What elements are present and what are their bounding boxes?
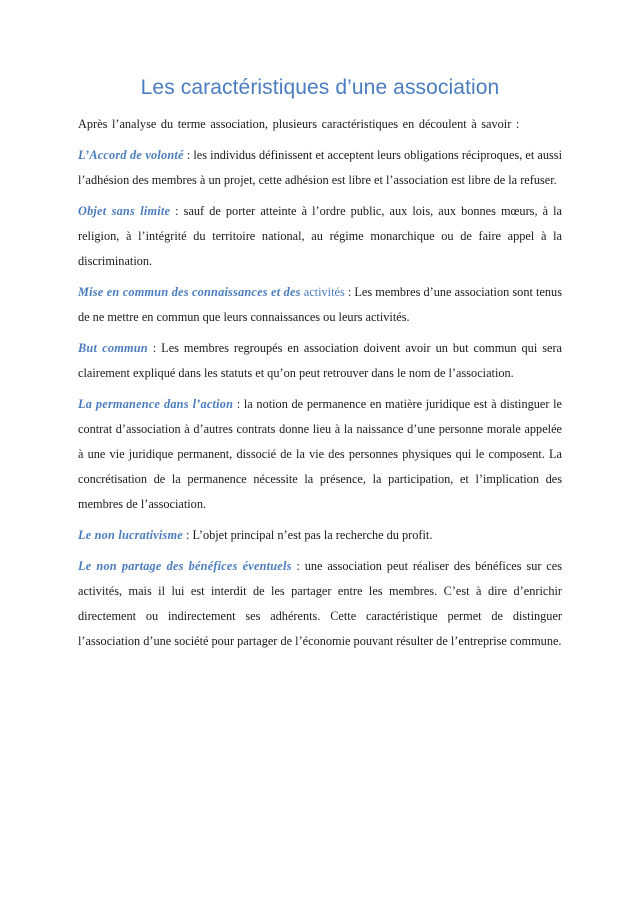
term-label: Le non partage des bénéfices éventuels (78, 559, 292, 573)
intro-paragraph: Après l’analyse du terme association, plusieurs caractéristiques en découlent à savoir : (78, 117, 520, 131)
paragraph-permanence (78, 392, 562, 517)
paragraph-but-commun (78, 336, 562, 386)
term-label: La permanence dans l’action (78, 397, 234, 411)
paragraph-text: : une association peut réaliser des bénéfices sur ces activités, mais il lui est interdit de les partager entre les membres. C’est à dire d’enrichir directement ou indirectement ses adhérents. Cette caractéristique permet de distinguer l’association d’une société pour partager de l’économie pouvant résulter de l’entreprise commune. (78, 559, 562, 648)
paragraph-text: : les individus définissent et acceptent leurs obligations réciproques, et aussi l’adhésion des membres à un projet, cette adhésion est libre et l’association est libre de la refuser. (78, 148, 562, 187)
paragraph-text: : Les membres regroupés en association doivent avoir un but commun qui sera clairement expliqué dans les statuts et qu’on peut retrouver dans le nom de l’association. (78, 341, 562, 380)
paragraph-text: : sauf de porter atteinte à l’ordre public, aux lois, aux bonnes mœurs, à la religion, à l’intégrité du territoire national, au régime monarchique ou de faire appel à la discrimination. (78, 204, 562, 268)
paragraph-non-partage-benefices (78, 554, 562, 654)
term-label: Objet sans limite (78, 204, 171, 218)
term-label-plain: activités (300, 285, 345, 299)
paragraph-mise-en-commun (78, 280, 562, 330)
term-label: But commun (78, 341, 148, 355)
document-page (78, 76, 562, 660)
paragraph-non-lucrativisme (78, 523, 562, 548)
term-label: Mise en commun des connaissances et des (78, 285, 301, 299)
paragraph-text: : Les membres d’une association sont tenus de ne mettre en commun que leurs connaissances ou leurs activités. (78, 285, 562, 324)
page-title: Les caractéristiques d’une association (140, 76, 500, 99)
paragraph-accord-de-volonte (78, 143, 562, 193)
paragraph-text: : la notion de permanence en matière juridique est à distinguer le contrat d’association à d’autres contrats donne lieu à la naissance d’une personne morale appelée à une vie juridique permanent, dissocié de la vie des personnes physiques qui le composent. La concrétisation de la permanence nécessite la présence, la participation, et l’implication des membres de l’association. (78, 397, 562, 511)
term-label: Le non lucrativisme (78, 528, 183, 542)
paragraph-text: : L’objet principal n’est pas la recherche du profit. (182, 528, 433, 542)
paragraph-objet-sans-limite (78, 199, 562, 274)
term-label: L’Accord de volonté (78, 148, 184, 162)
